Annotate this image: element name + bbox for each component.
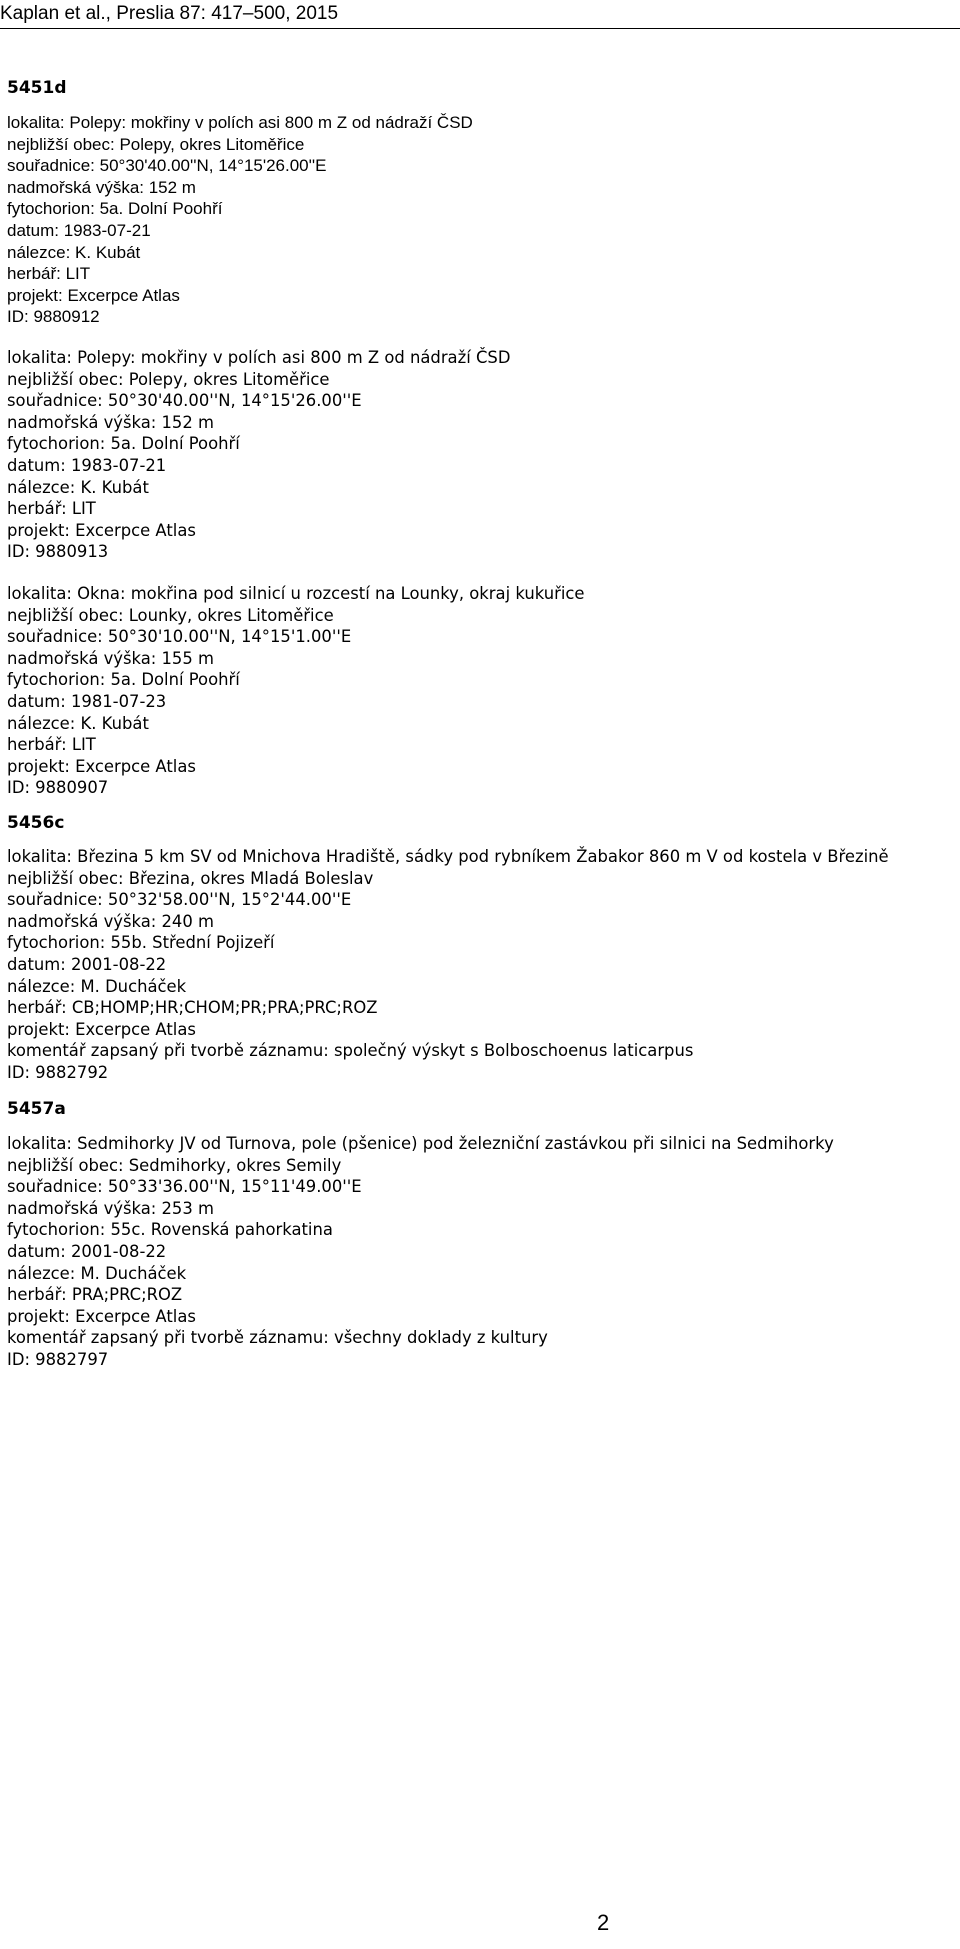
record — [7, 347, 952, 563]
record-line: herbář: PRA;PRC;ROZ — [7, 1285, 183, 1305]
record-line: nadmořská výška: 152 m — [7, 412, 214, 432]
record-line: fytochorion: 55c. Rovenská pahorkatina — [7, 1220, 333, 1240]
record-line: lokalita: Sedmihorky JV od Turnova, pole (pšenice) pod železniční zastávkou při silnici na Sedmihorky — [7, 1134, 834, 1153]
record — [7, 846, 952, 1084]
record-line: nejbližší obec: Březina, okres Mladá Boleslav — [7, 868, 374, 888]
record-line: nadmořská výška: 152 m — [7, 177, 196, 197]
record-line: herbář: LIT — [7, 735, 96, 755]
record-line: ID: 9880913 — [7, 542, 109, 562]
record-line: herbář: LIT — [7, 264, 91, 284]
record-line: ID: 9882792 — [7, 1062, 109, 1082]
record-line: projekt: Excerpce Atlas — [7, 1019, 196, 1039]
record-line: nadmořská výška: 155 m — [7, 648, 214, 668]
citation: Kaplan et al., Preslia 87: 417–500, 2015 — [0, 3, 339, 24]
record-line: projekt: Excerpce Atlas — [7, 1306, 196, 1326]
record-line: lokalita: Polepy: mokřiny v polích asi 800 m Z od nádraží ČSD — [7, 348, 511, 367]
section-id: 5457a — [7, 1099, 66, 1119]
record-line: datum: 2001-08-22 — [7, 954, 167, 974]
section-id: 5451d — [7, 78, 67, 98]
record-line: nálezce: K. Kubát — [7, 242, 141, 262]
record-line: nejbližší obec: Polepy, okres Litoměřice — [7, 134, 305, 154]
record-line: nálezce: K. Kubát — [7, 713, 149, 733]
record-line: nálezce: M. Ducháček — [7, 1263, 187, 1283]
section-id: 5456c — [7, 813, 65, 833]
record-line: nadmořská výška: 240 m — [7, 911, 214, 931]
record-line: datum: 1983-07-21 — [7, 455, 167, 475]
record-line: souřadnice: 50°30'10.00''N, 14°15'1.00''E — [7, 627, 352, 647]
record-line: nejbližší obec: Polepy, okres Litoměřice — [7, 369, 330, 389]
record-line: herbář: LIT — [7, 499, 96, 519]
record-line: ID: 9882797 — [7, 1349, 109, 1369]
record-line: lokalita: Okna: mokřina pod silnicí u rozcestí na Lounky, okraj kukuřice — [7, 584, 585, 603]
page-header — [0, 2, 960, 29]
record-line: projekt: Excerpce Atlas — [7, 756, 196, 776]
record-line: fytochorion: 55b. Střední Pojizeří — [7, 933, 275, 953]
record-line: fytochorion: 5a. Dolní Poohří — [7, 434, 240, 454]
record-line: nadmořská výška: 253 m — [7, 1198, 214, 1218]
record — [7, 112, 952, 328]
record-line: souřadnice: 50°30'40.00''N, 14°15'26.00''E — [7, 156, 327, 176]
record-line: komentář zapsaný při tvorbě záznamu: všechny doklady z kultury — [7, 1328, 548, 1348]
record-line: ID: 9880912 — [7, 307, 100, 327]
record-line: fytochorion: 5a. Dolní Poohří — [7, 199, 223, 219]
record-line: datum: 1981-07-23 — [7, 691, 167, 711]
record — [7, 583, 952, 799]
record-line: datum: 2001-08-22 — [7, 1241, 167, 1261]
record-line: nejbližší obec: Sedmihorky, okres Semily — [7, 1155, 342, 1175]
record-line: datum: 1983-07-21 — [7, 220, 151, 240]
record — [7, 1133, 952, 1371]
record-line: souřadnice: 50°32'58.00''N, 15°2'44.00''E — [7, 890, 352, 910]
record-line: ID: 9880907 — [7, 778, 109, 798]
record-line: projekt: Excerpce Atlas — [7, 285, 180, 305]
record-line: lokalita: Polepy: mokřiny v polích asi 800 m Z od nádraží ČSD — [7, 113, 473, 132]
record-line: lokalita: Březina 5 km SV od Mnichova Hradiště, sádky pod rybníkem Žabakor 860 m V od kostela v Březině — [7, 847, 889, 866]
record-line: herbář: CB;HOMP;HR;CHOM;PR;PRA;PRC;ROZ — [7, 998, 378, 1018]
record-line: nejbližší obec: Lounky, okres Litoměřice — [7, 605, 334, 625]
record-line: komentář zapsaný při tvorbě záznamu: společný výskyt s Bolboschoenus laticarpus — [7, 1041, 694, 1061]
record-line: souřadnice: 50°33'36.00''N, 15°11'49.00''E — [7, 1177, 362, 1197]
record-line: nálezce: K. Kubát — [7, 477, 149, 497]
page-number: 2 — [597, 1910, 610, 1935]
record-line: souřadnice: 50°30'40.00''N, 14°15'26.00''E — [7, 391, 362, 411]
record-line: fytochorion: 5a. Dolní Poohří — [7, 670, 240, 690]
record-line: projekt: Excerpce Atlas — [7, 520, 196, 540]
record-line: nálezce: M. Ducháček — [7, 976, 187, 996]
